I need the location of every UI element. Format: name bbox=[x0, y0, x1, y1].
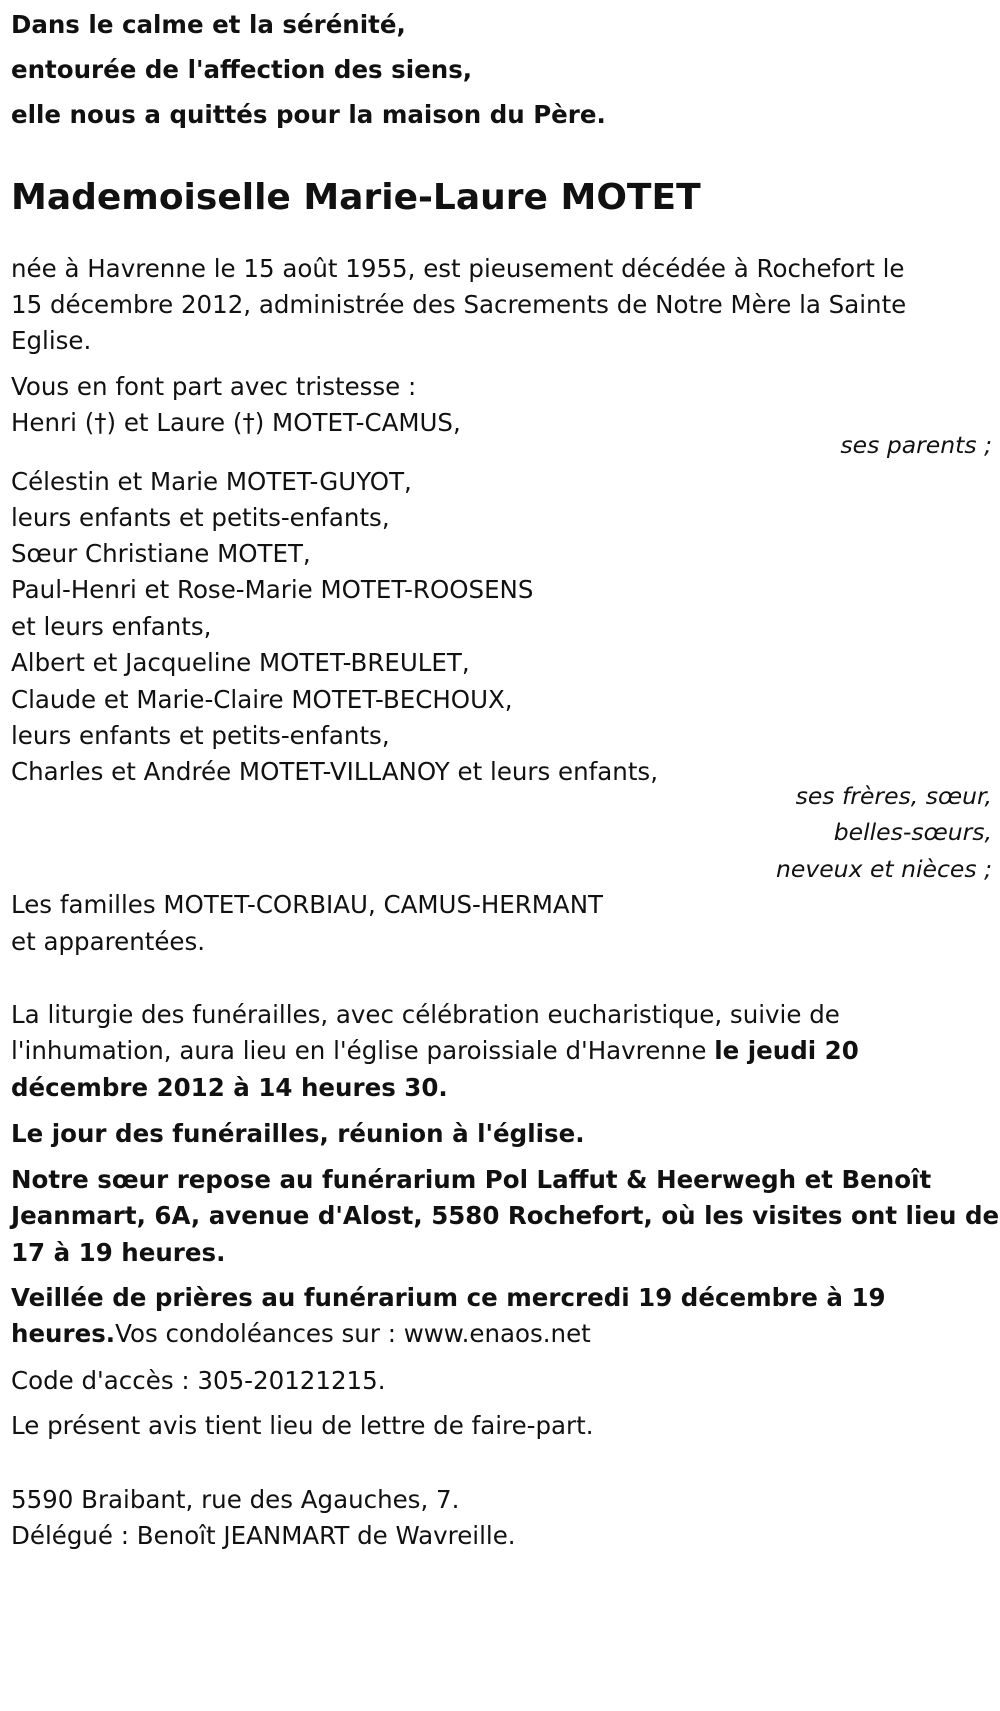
sibling-line-8: leurs enfants et petits-enfants, bbox=[11, 721, 390, 750]
vigil-line-1: Veillée de prières au funérarium ce mercredi 19 décembre à 19 bbox=[11, 1283, 886, 1312]
funeral-line-2-text: l'inhumation, aura lieu en l'église paroissiale d'Havrenne bbox=[11, 1036, 715, 1065]
gathering-line: Le jour des funérailles, réunion à l'église. bbox=[11, 1119, 585, 1148]
intro-line-2: entourée de l'affection des siens, bbox=[11, 55, 473, 84]
sibling-line-1: Célestin et Marie MOTET-GUYOT, bbox=[11, 467, 412, 496]
siblings-role-2: belles-sœurs, bbox=[833, 818, 992, 846]
siblings-role-3: neveux et nièces ; bbox=[775, 855, 992, 883]
siblings-role-1: ses frères, sœur, bbox=[795, 782, 992, 810]
parents-line: Henri (†) et Laure (†) MOTET-CAMUS, bbox=[11, 408, 461, 437]
vigil-line-2 bbox=[11, 1314, 591, 1354]
rest-line-1: Notre sœur repose au funérarium Pol Laffut & Heerwegh et Benoît bbox=[11, 1165, 932, 1194]
sibling-line-3: Sœur Christiane MOTET, bbox=[11, 539, 311, 568]
deceased-name: Mademoiselle Marie-Laure MOTET bbox=[11, 177, 701, 218]
address-line: 5590 Braibant, rue des Agauches, 7. bbox=[11, 1485, 460, 1514]
sibling-line-2: leurs enfants et petits-enfants, bbox=[11, 503, 390, 532]
birth-death-line-1: née à Havrenne le 15 août 1955, est pieusement décédée à Rochefort le bbox=[11, 254, 905, 283]
funeral-date-end: décembre 2012 à 14 heures 30. bbox=[11, 1073, 448, 1102]
access-code: Code d'accès : 305-20121215. bbox=[11, 1366, 386, 1395]
birth-death-line-2: 15 décembre 2012, administrée des Sacrements de Notre Mère la Sainte bbox=[11, 290, 907, 319]
sibling-line-6: Albert et Jacqueline MOTET-BREULET, bbox=[11, 648, 470, 677]
rest-line-2: Jeanmart, 6A, avenue d'Alost, 5580 Rochefort, où les visites ont lieu de bbox=[11, 1201, 1000, 1230]
birth-death-line-3: Eglise. bbox=[11, 326, 92, 355]
sibling-line-9: Charles et Andrée MOTET-VILLANOY et leurs enfants, bbox=[11, 757, 658, 786]
funeral-line-1: La liturgie des funérailles, avec célébration eucharistique, suivie de bbox=[11, 1000, 840, 1029]
funeral-line-2 bbox=[11, 1031, 859, 1071]
families-line-1: Les familles MOTET-CORBIAU, CAMUS-HERMANT bbox=[11, 890, 603, 919]
vigil-hours: heures. bbox=[11, 1319, 116, 1348]
sibling-line-5: et leurs enfants, bbox=[11, 612, 212, 641]
intro-line-3: elle nous a quittés pour la maison du Père. bbox=[11, 100, 606, 129]
sibling-line-4: Paul-Henri et Rose-Marie MOTET-ROOSENS bbox=[11, 575, 534, 604]
condolences-text: Vos condoléances sur : www.enaos.net bbox=[115, 1319, 591, 1348]
rest-line-3: 17 à 19 heures. bbox=[11, 1238, 226, 1267]
parents-role: ses parents ; bbox=[840, 431, 992, 459]
announcers-intro: Vous en font part avec tristesse : bbox=[11, 372, 417, 401]
delegate-line: Délégué : Benoît JEANMART de Wavreille. bbox=[11, 1521, 516, 1550]
sibling-line-7: Claude et Marie-Claire MOTET-BECHOUX, bbox=[11, 685, 513, 714]
families-line-2: et apparentées. bbox=[11, 927, 206, 956]
intro-line-1: Dans le calme et la sérénité, bbox=[11, 10, 406, 39]
notice-line: Le présent avis tient lieu de lettre de faire-part. bbox=[11, 1411, 594, 1440]
funeral-date-start: le jeudi 20 bbox=[714, 1036, 859, 1065]
